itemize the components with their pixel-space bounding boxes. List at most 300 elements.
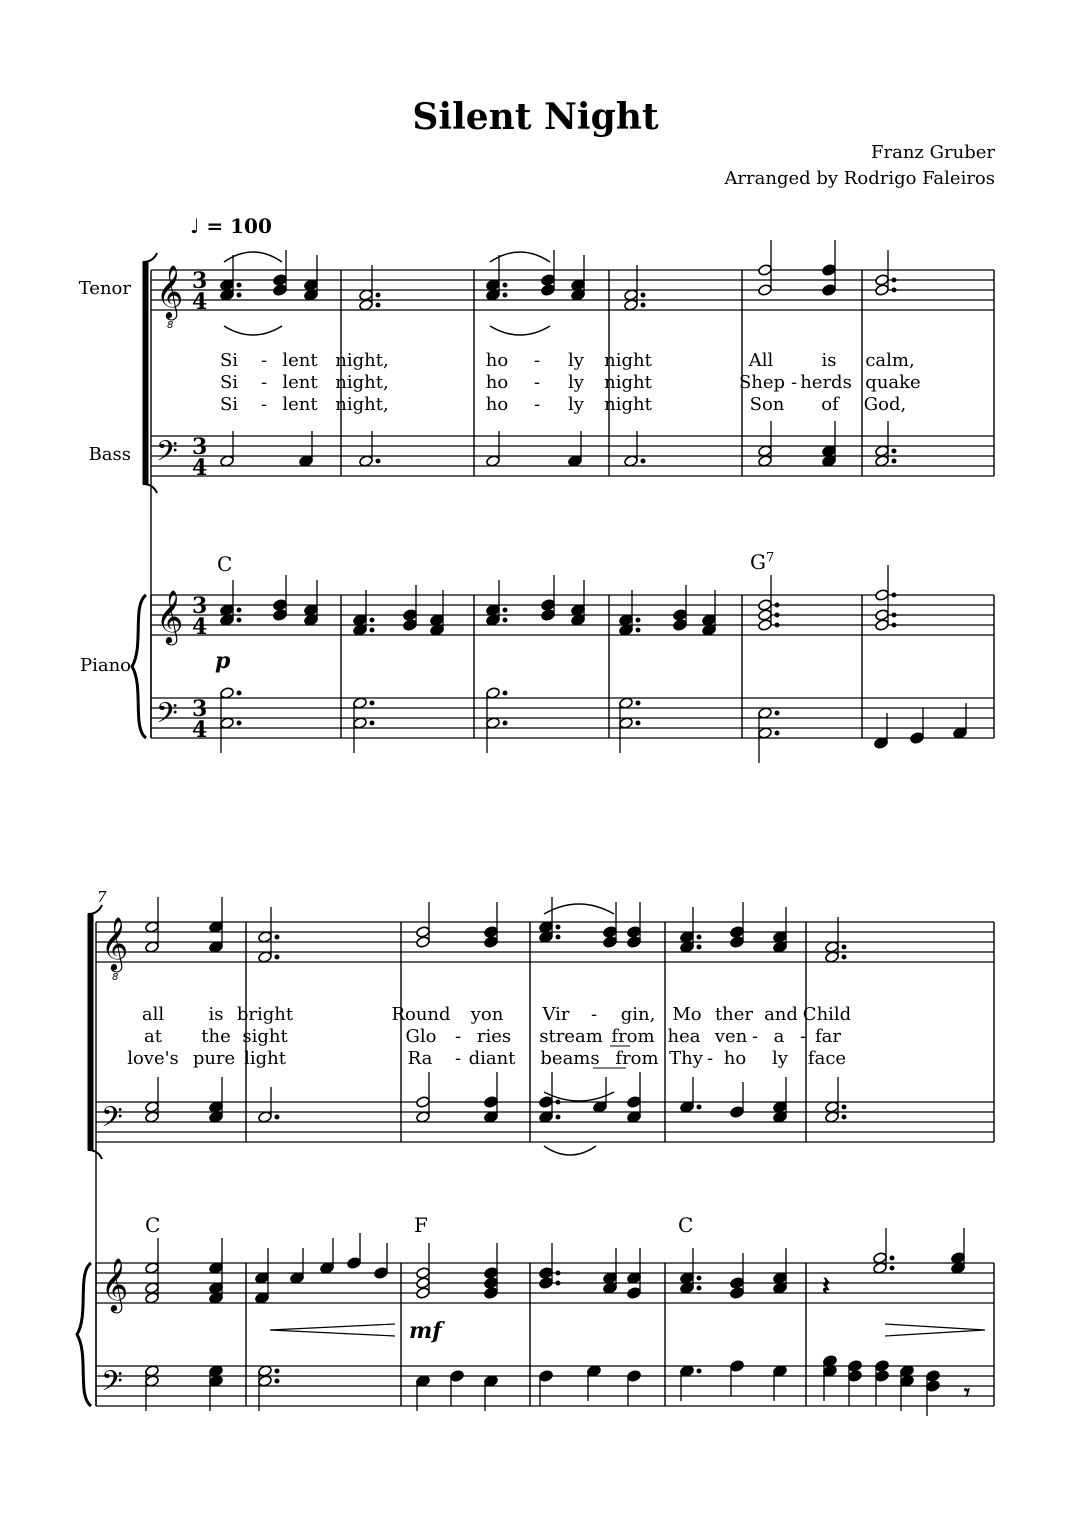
notehead bbox=[874, 737, 889, 750]
notehead bbox=[758, 609, 773, 622]
augmentation-dot bbox=[892, 449, 896, 453]
tenor-label: Tenor bbox=[78, 278, 131, 299]
notehead bbox=[571, 614, 586, 627]
notehead bbox=[571, 289, 586, 302]
notehead bbox=[926, 1370, 941, 1383]
lyric-syllable: from bbox=[611, 1026, 655, 1047]
notehead bbox=[145, 1101, 160, 1114]
notehead bbox=[145, 1111, 160, 1124]
slur bbox=[544, 1146, 596, 1155]
lyric-syllable: Child bbox=[802, 1004, 852, 1025]
notehead bbox=[875, 445, 890, 458]
arranger-credit: Arranged by Rodrigo Faleiros bbox=[724, 168, 995, 189]
notehead bbox=[353, 697, 368, 710]
notehead bbox=[403, 619, 418, 632]
notehead bbox=[951, 1252, 966, 1265]
notehead bbox=[220, 279, 235, 292]
notehead bbox=[541, 284, 556, 297]
augmentation-dot bbox=[275, 1379, 279, 1383]
notehead bbox=[926, 1380, 941, 1393]
lyric-syllable: night bbox=[604, 372, 652, 393]
lyric-hyphen: - bbox=[454, 1026, 462, 1047]
lyric-hyphen: - bbox=[533, 372, 541, 393]
time-signature-top: 3 bbox=[192, 696, 208, 722]
notehead bbox=[353, 624, 368, 637]
augmentation-dot bbox=[892, 623, 896, 627]
notehead bbox=[627, 1096, 642, 1109]
tempo-value: = 100 bbox=[206, 214, 272, 238]
notehead bbox=[825, 941, 840, 954]
notehead bbox=[603, 936, 618, 949]
augmentation-dot bbox=[636, 628, 640, 632]
quarter-note-icon: ♩ bbox=[190, 214, 200, 238]
dynamic-piano: p bbox=[215, 648, 231, 674]
lyric-hyphen: - bbox=[799, 1026, 807, 1047]
augmentation-dot bbox=[842, 1115, 846, 1119]
augmentation-dot bbox=[890, 1256, 894, 1260]
lyric-syllable: gin, bbox=[620, 1004, 656, 1025]
augmentation-dot bbox=[556, 925, 560, 929]
eighth-rest-icon: 𝄾 bbox=[964, 1381, 970, 1406]
octave-eight-mark: 8 bbox=[112, 972, 119, 983]
lyric-syllable: pure bbox=[192, 1048, 236, 1069]
notehead bbox=[571, 604, 586, 617]
notehead bbox=[145, 921, 160, 934]
bass-clef-icon: 𝄢 bbox=[156, 697, 178, 737]
augmentation-dot bbox=[892, 613, 896, 617]
augmentation-dot bbox=[556, 935, 560, 939]
augmentation-dot bbox=[636, 618, 640, 622]
bass-clef-icon: 𝄢 bbox=[156, 435, 178, 475]
augmentation-dot bbox=[892, 278, 896, 282]
augmentation-dot bbox=[775, 603, 779, 607]
augmentation-dot bbox=[636, 701, 640, 705]
treble-clef-icon: 𝄞 bbox=[101, 1257, 129, 1311]
notehead bbox=[539, 1277, 554, 1290]
notehead bbox=[603, 926, 618, 939]
notehead bbox=[486, 289, 501, 302]
lyric-syllable: night, bbox=[335, 350, 389, 371]
notehead bbox=[758, 619, 773, 632]
notehead bbox=[619, 717, 634, 730]
lyric-syllable: Si bbox=[219, 372, 239, 393]
notehead bbox=[209, 941, 224, 954]
bass-clef-icon: 𝄢 bbox=[101, 1365, 123, 1405]
augmentation-dot bbox=[775, 623, 779, 627]
time-signature-bottom: 4 bbox=[192, 614, 208, 640]
lyric-hyphen: - bbox=[260, 394, 268, 415]
lyric-syllable: ho bbox=[485, 394, 509, 415]
augmentation-dot bbox=[641, 459, 645, 463]
notehead bbox=[702, 614, 717, 627]
lyric-syllable: stream bbox=[539, 1026, 603, 1047]
notehead bbox=[304, 279, 319, 292]
notehead bbox=[416, 1111, 431, 1124]
lyric-hyphen: - bbox=[751, 1026, 759, 1047]
notehead bbox=[627, 936, 642, 949]
notehead bbox=[220, 455, 235, 468]
notehead bbox=[773, 1101, 788, 1114]
lyric-syllable: lent bbox=[282, 394, 318, 415]
lyric-syllable: face bbox=[807, 1048, 847, 1069]
augmentation-dot bbox=[503, 618, 507, 622]
lyric-syllable: herds bbox=[800, 372, 852, 393]
notehead bbox=[875, 284, 890, 297]
notehead bbox=[539, 1370, 554, 1383]
notehead bbox=[603, 1272, 618, 1285]
lyric-hyphen: - bbox=[260, 350, 268, 371]
lyric-syllable: Si bbox=[219, 350, 239, 371]
notehead bbox=[258, 1365, 273, 1378]
notehead bbox=[486, 614, 501, 627]
augmentation-dot bbox=[697, 1276, 701, 1280]
lyric-hyphen: - bbox=[790, 372, 798, 393]
lyric-syllable: Son bbox=[749, 394, 785, 415]
notehead bbox=[353, 717, 368, 730]
octave-eight-mark: 8 bbox=[167, 320, 174, 331]
notehead bbox=[320, 1262, 335, 1275]
notehead bbox=[758, 599, 773, 612]
augmentation-dot bbox=[890, 1266, 894, 1270]
notehead bbox=[875, 1370, 890, 1383]
notehead bbox=[299, 455, 314, 468]
lyric-syllable: hea bbox=[667, 1026, 701, 1047]
lyric-syllable: bright bbox=[236, 1004, 294, 1025]
piano-lh-staff bbox=[151, 698, 994, 738]
augmentation-dot bbox=[370, 618, 374, 622]
notehead bbox=[258, 1375, 273, 1388]
lyric-hyphen: - bbox=[533, 394, 541, 415]
time-signature-top: 3 bbox=[192, 434, 208, 460]
notehead bbox=[680, 931, 695, 944]
notehead bbox=[255, 1292, 270, 1305]
notehead bbox=[539, 1111, 554, 1124]
augmentation-dot bbox=[370, 721, 374, 725]
augmentation-dot bbox=[842, 1105, 846, 1109]
notehead bbox=[145, 1375, 160, 1388]
chord-symbol: C bbox=[217, 552, 233, 576]
notehead bbox=[730, 1277, 745, 1290]
notehead bbox=[875, 609, 890, 622]
notehead bbox=[273, 609, 288, 622]
notehead bbox=[145, 941, 160, 954]
notehead bbox=[758, 284, 773, 297]
lyric-syllable: the bbox=[201, 1026, 231, 1047]
lyric-syllable: from bbox=[615, 1048, 659, 1069]
augmentation-dot bbox=[842, 955, 846, 959]
notehead bbox=[873, 1262, 888, 1275]
lyric-syllable: ries bbox=[476, 1026, 512, 1047]
notehead bbox=[359, 299, 374, 312]
notehead bbox=[484, 936, 499, 949]
notehead bbox=[673, 609, 688, 622]
augmentation-dot bbox=[697, 1369, 701, 1373]
lyric-syllable: beams bbox=[540, 1048, 600, 1069]
chord-symbol: $G^7$ bbox=[750, 550, 775, 574]
notehead bbox=[484, 1287, 499, 1300]
notehead bbox=[730, 1360, 745, 1373]
lyric-syllable: yon bbox=[470, 1004, 504, 1025]
bracket-hook bbox=[143, 484, 157, 493]
notehead bbox=[619, 614, 634, 627]
chord-symbol: C bbox=[678, 1213, 694, 1237]
chord-symbol: F bbox=[414, 1213, 428, 1237]
augmentation-dot bbox=[697, 1286, 701, 1290]
augmentation-dot bbox=[275, 1369, 279, 1373]
notehead bbox=[209, 1101, 224, 1114]
slur bbox=[224, 326, 282, 335]
lyric-syllable: is bbox=[208, 1004, 224, 1025]
notehead bbox=[539, 1267, 554, 1280]
time-signature-bottom: 4 bbox=[192, 455, 208, 481]
notehead bbox=[220, 614, 235, 627]
lyric-hyphen: - bbox=[260, 372, 268, 393]
notehead bbox=[359, 289, 374, 302]
notehead bbox=[209, 1292, 224, 1305]
augmentation-dot bbox=[370, 628, 374, 632]
notehead bbox=[450, 1370, 465, 1383]
notehead bbox=[773, 931, 788, 944]
augmentation-dot bbox=[503, 721, 507, 725]
notehead bbox=[823, 1365, 838, 1378]
notehead bbox=[875, 1360, 890, 1373]
lyric-syllable: night, bbox=[335, 394, 389, 415]
lyric-syllable: is bbox=[821, 350, 837, 371]
lyric-syllable: Glo bbox=[405, 1026, 437, 1047]
notehead bbox=[680, 941, 695, 954]
notehead bbox=[624, 299, 639, 312]
notehead bbox=[304, 289, 319, 302]
augmentation-dot bbox=[376, 303, 380, 307]
bracket-hook bbox=[143, 253, 157, 262]
notehead bbox=[568, 455, 583, 468]
augmentation-dot bbox=[641, 303, 645, 307]
notehead bbox=[347, 1257, 362, 1270]
piano-label: Piano bbox=[79, 655, 131, 676]
augmentation-dot bbox=[370, 701, 374, 705]
notehead bbox=[258, 931, 273, 944]
lyric-syllable: night bbox=[604, 394, 652, 415]
notehead bbox=[273, 599, 288, 612]
augmentation-dot bbox=[641, 293, 645, 297]
notehead bbox=[416, 926, 431, 939]
notehead bbox=[730, 926, 745, 939]
notehead bbox=[953, 727, 968, 740]
lyric-syllable: of bbox=[821, 394, 839, 415]
time-signature-top: 3 bbox=[192, 268, 208, 294]
notehead bbox=[359, 455, 374, 468]
time-signature-top: 3 bbox=[192, 593, 208, 619]
notehead bbox=[145, 1262, 160, 1275]
lyric-hyphen: - bbox=[454, 1048, 462, 1069]
lyric-syllable: God, bbox=[863, 394, 907, 415]
notehead bbox=[593, 1101, 608, 1114]
augmentation-dot bbox=[237, 608, 241, 612]
augmentation-dot bbox=[503, 691, 507, 695]
slur bbox=[544, 1092, 614, 1101]
notehead bbox=[290, 1272, 305, 1285]
bracket-hook bbox=[88, 1150, 102, 1159]
lyric-syllable: ho bbox=[723, 1048, 747, 1069]
notehead bbox=[825, 951, 840, 964]
augmentation-dot bbox=[237, 283, 241, 287]
notehead bbox=[539, 1096, 554, 1109]
notehead bbox=[619, 624, 634, 637]
augmentation-dot bbox=[775, 711, 779, 715]
lyric-syllable: Shep bbox=[738, 372, 786, 393]
augmentation-dot bbox=[275, 1115, 279, 1119]
notehead bbox=[680, 1365, 695, 1378]
notehead bbox=[209, 921, 224, 934]
notehead bbox=[619, 697, 634, 710]
augmentation-dot bbox=[556, 1271, 560, 1275]
lyric-syllable: at bbox=[144, 1026, 162, 1047]
notehead bbox=[258, 1111, 273, 1124]
notehead bbox=[220, 289, 235, 302]
augmentation-dot bbox=[556, 1115, 560, 1119]
augmentation-dot bbox=[503, 293, 507, 297]
lyric-syllable: ly bbox=[568, 350, 584, 371]
lyric-syllable: ho bbox=[485, 350, 509, 371]
lyric-syllable: ly bbox=[568, 394, 584, 415]
choir-bracket bbox=[143, 262, 148, 484]
notehead bbox=[430, 614, 445, 627]
augmentation-dot bbox=[503, 608, 507, 612]
lyric-syllable: and bbox=[764, 1004, 798, 1025]
notehead bbox=[255, 1272, 270, 1285]
notehead bbox=[541, 599, 556, 612]
crescendo-hairpin bbox=[270, 1324, 395, 1336]
augmentation-dot bbox=[556, 1100, 560, 1104]
augmentation-dot bbox=[376, 459, 380, 463]
notehead bbox=[875, 455, 890, 468]
notehead bbox=[486, 279, 501, 292]
notehead bbox=[209, 1111, 224, 1124]
notehead bbox=[416, 1287, 431, 1300]
piano-brace bbox=[132, 595, 146, 738]
notehead bbox=[680, 1101, 695, 1114]
notehead bbox=[900, 1375, 915, 1388]
lyric-syllable: ho bbox=[485, 372, 509, 393]
time-signature-bottom: 4 bbox=[192, 289, 208, 315]
notehead bbox=[773, 1272, 788, 1285]
notehead bbox=[209, 1365, 224, 1378]
notehead bbox=[209, 1262, 224, 1275]
augmentation-dot bbox=[503, 283, 507, 287]
lyric-hyphen: - bbox=[533, 350, 541, 371]
treble-clef-icon: 𝄞 bbox=[101, 916, 129, 970]
notehead bbox=[258, 951, 273, 964]
notehead bbox=[730, 936, 745, 949]
notehead bbox=[145, 1365, 160, 1378]
choir-bracket bbox=[88, 914, 93, 1150]
lyric-syllable: a bbox=[773, 1026, 785, 1047]
notehead bbox=[730, 1287, 745, 1300]
lyric-syllable: love's bbox=[127, 1048, 179, 1069]
augmentation-dot bbox=[697, 945, 701, 949]
lyric-syllable: Vir bbox=[542, 1004, 570, 1025]
lyric-syllable: ven bbox=[714, 1026, 748, 1047]
augmentation-dot bbox=[892, 459, 896, 463]
notehead bbox=[416, 1375, 431, 1388]
notehead bbox=[822, 264, 837, 277]
notehead bbox=[209, 1375, 224, 1388]
lyric-syllable: lent bbox=[282, 350, 318, 371]
notehead bbox=[680, 1272, 695, 1285]
lyric-syllable: lent bbox=[282, 372, 318, 393]
notehead bbox=[627, 1370, 642, 1383]
notehead bbox=[758, 727, 773, 740]
lyric-syllable: night, bbox=[335, 372, 389, 393]
notehead bbox=[773, 1365, 788, 1378]
lyric-syllable: Mo bbox=[672, 1004, 702, 1025]
notehead bbox=[484, 1267, 499, 1280]
augmentation-dot bbox=[636, 721, 640, 725]
piece-title: Silent Night bbox=[412, 96, 659, 138]
lyric-syllable: calm, bbox=[865, 350, 915, 371]
notehead bbox=[825, 1111, 840, 1124]
notehead bbox=[603, 1282, 618, 1295]
bracket-hook bbox=[88, 905, 102, 914]
notehead bbox=[539, 931, 554, 944]
notehead bbox=[730, 1106, 745, 1119]
lyric-syllable: Si bbox=[219, 394, 239, 415]
notehead bbox=[627, 1287, 642, 1300]
augmentation-dot bbox=[275, 935, 279, 939]
composer-credit: Franz Gruber bbox=[871, 142, 995, 163]
notehead bbox=[702, 624, 717, 637]
decrescendo-hairpin bbox=[885, 1324, 985, 1336]
notehead bbox=[220, 604, 235, 617]
notehead bbox=[875, 589, 890, 602]
lyric-syllable: Ra bbox=[407, 1048, 433, 1069]
notehead bbox=[416, 936, 431, 949]
lyric-hyphen: - bbox=[590, 1004, 598, 1025]
augmentation-dot bbox=[775, 731, 779, 735]
notehead bbox=[627, 926, 642, 939]
notehead bbox=[273, 274, 288, 287]
notehead bbox=[484, 926, 499, 939]
augmentation-dot bbox=[237, 691, 241, 695]
augmentation-dot bbox=[237, 721, 241, 725]
notehead bbox=[416, 1267, 431, 1280]
piano-brace bbox=[77, 1263, 91, 1406]
augmentation-dot bbox=[376, 293, 380, 297]
augmentation-dot bbox=[697, 935, 701, 939]
lyric-syllable: diant bbox=[468, 1048, 516, 1069]
quarter-rest-icon: 𝄽 bbox=[822, 1272, 830, 1302]
notehead bbox=[873, 1252, 888, 1265]
notehead bbox=[822, 284, 837, 297]
slur bbox=[490, 326, 550, 335]
notehead bbox=[773, 1111, 788, 1124]
measure-number: 7 bbox=[97, 888, 107, 906]
notehead bbox=[951, 1262, 966, 1275]
notehead bbox=[273, 284, 288, 297]
augmentation-dot bbox=[775, 613, 779, 617]
notehead bbox=[484, 1375, 499, 1388]
time-signature-bottom: 4 bbox=[192, 717, 208, 743]
augmentation-dot bbox=[842, 945, 846, 949]
notehead bbox=[541, 609, 556, 622]
notehead bbox=[571, 279, 586, 292]
notehead bbox=[627, 1111, 642, 1124]
lyric-syllable: ther bbox=[714, 1004, 754, 1025]
lyric-syllable: sight bbox=[242, 1026, 288, 1047]
lyric-syllable: Thy bbox=[669, 1048, 703, 1069]
lyric-syllable: night bbox=[604, 350, 652, 371]
notehead bbox=[624, 289, 639, 302]
